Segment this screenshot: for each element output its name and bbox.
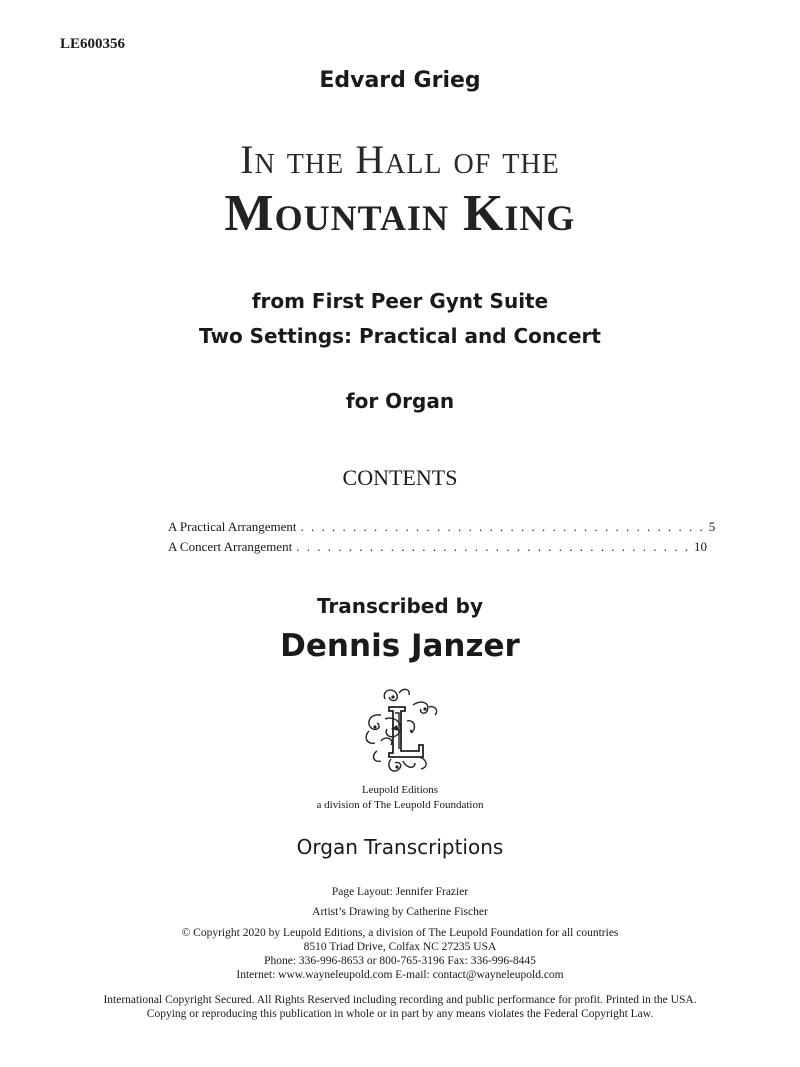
series-title: Organ Transcriptions [296, 835, 504, 859]
composer-name: Edvard Grieg [319, 68, 481, 93]
layout-credit: Page Layout: Jennifer Frazier [331, 886, 469, 898]
transcribed-by-label: Transcribed by [316, 594, 484, 618]
toc-entry-label: A Practical Arrangement [168, 519, 297, 534]
phone-line: Phone: 336-996-8653 or 800-765-3196 Fax: 336-996-8445 [264, 955, 536, 967]
catalog-number: LE600356 [60, 36, 126, 52]
publisher-name: Leupold Editions [361, 784, 439, 796]
title-line-2: Mountain King [224, 185, 576, 242]
toc-entry-page: 5 [708, 519, 716, 534]
toc-entry [168, 539, 707, 557]
toc-leader-dots: . . . . . . . . . . . . . . . . . . . . . . . . . . . . . . . . . . . . . . . [300, 519, 705, 534]
toc-entry [168, 519, 716, 537]
title-line-1: In the Hall of the [240, 137, 560, 182]
publisher-division: a division of The Leupold Foundation [316, 799, 484, 811]
web-email-line: Internet: www.wayneleupold.com E-mail: contact@wayneleupold.com [236, 969, 564, 981]
legal-notice-line-1: International Copyright Secured. All Rights Reserved including recording and public performance for profit. Printed in the USA. [103, 994, 697, 1006]
contents-heading: CONTENTS [342, 465, 458, 490]
toc-entry-page: 10 [693, 539, 707, 554]
instrument-label: for Organ [345, 389, 455, 413]
drawing-credit: Artist’s Drawing by Catherine Fischer [312, 906, 488, 918]
ornate-letter-l-logo-icon [355, 685, 445, 777]
subtitle-line-2: Two Settings: Practical and Concert [199, 324, 601, 348]
toc-leader-dots: . . . . . . . . . . . . . . . . . . . . . . . . . . . . . . . . . . . . . . [296, 539, 690, 554]
legal-notice-line-2: Copying or reproducing this publication in whole or in part by any means violates the Federal Copyright Law. [146, 1008, 654, 1020]
subtitle-line-1: from First Peer Gynt Suite [251, 289, 549, 313]
copyright-line: © Copyright 2020 by Leupold Editions, a division of The Leupold Foundation for all countries [181, 927, 619, 939]
address-line: 8510 Triad Drive, Colfax NC 27235 USA [303, 941, 497, 953]
toc-entry-label: A Concert Arrangement [168, 539, 293, 554]
arranger-name: Dennis Janzer [280, 628, 520, 664]
